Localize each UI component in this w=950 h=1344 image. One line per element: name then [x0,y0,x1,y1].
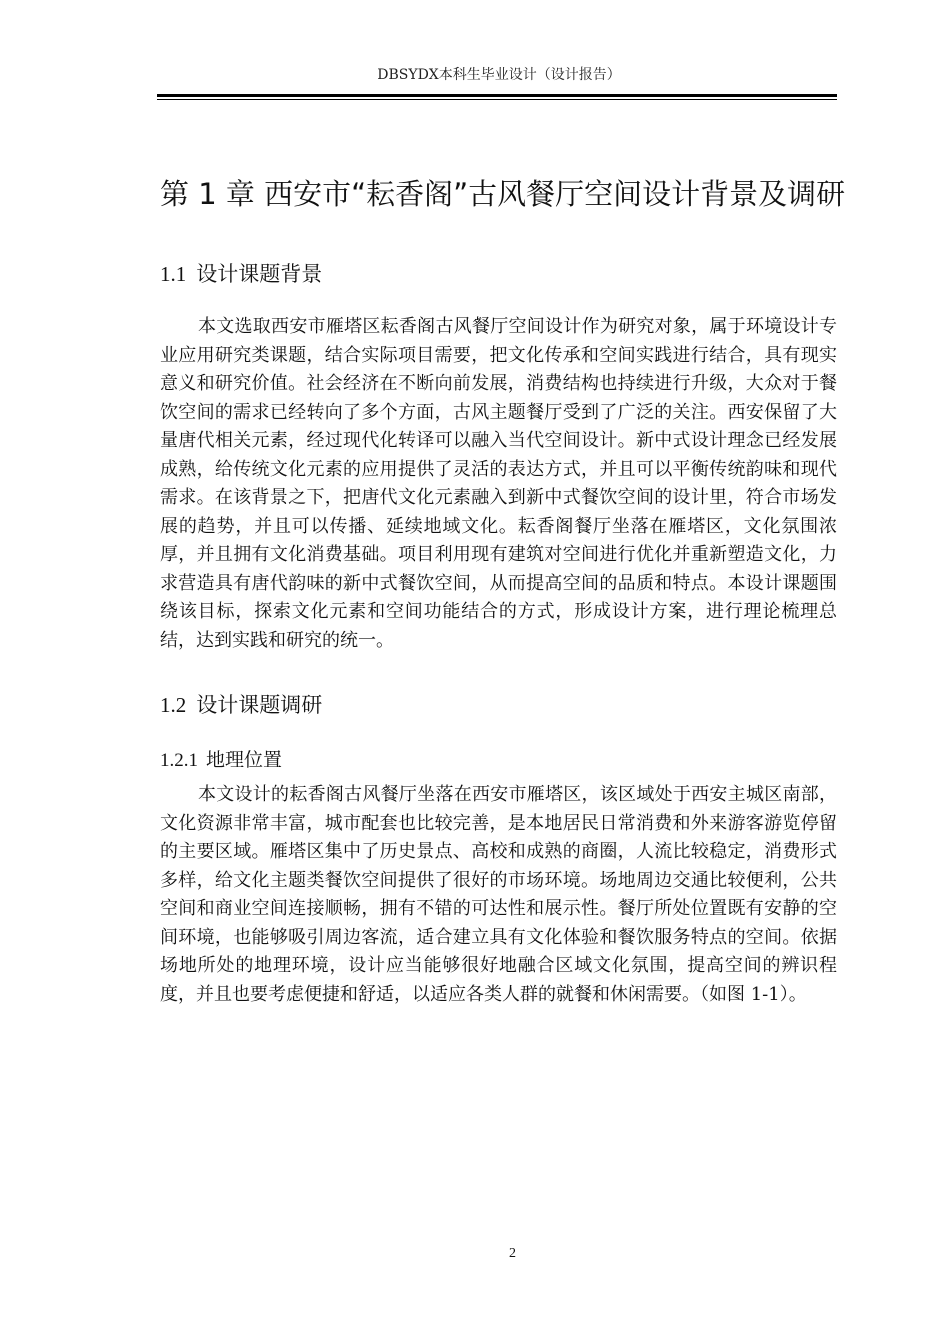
running-header: DBSYDX本科生毕业设计（设计报告） [377,67,621,83]
subsection-number: 1.2.1 [160,750,198,771]
section-title: 设计课题背景 [196,262,323,286]
subsection-title: 地理位置 [206,749,283,771]
section-heading-1-1 [160,259,322,289]
chapter-title: 第 1 章 西安市“耘香阁”古风餐厅空间设计背景及调研 [160,177,846,211]
body-paragraph-background: 本文选取西安市雁塔区耘香阁古风餐厅空间设计作为研究对象，属于环境设计专业应用研究类课题，结合实际项目需要，把文化传承和空间实践进行结合，具有现实意义和研究价值。社会经济在不断向前发展，消费结构也持续进行升级，大众对于餐饮空间的需求已经转向了多个方面，古风主题餐厅受到了广泛的关注。西安保留了大量唐代相关元素，经过现代化转译可以融入当代空间设计。新中式设计理念已经发展成熟，给传统文化元素的应用提供了灵活的表达方式，并且可以平衡传统韵味和现代需求。在该背景之下，把唐代文化元素融入到新中式餐饮空间的设计里，符合市场发展的趋势，并且可以传播、延续地域文化。耘香阁餐厅坐落在雁塔区，文化氛围浓厚，并且拥有文化消费基础。项目利用现有建筑对空间进行优化并重新塑造文化，力求营造具有唐代韵味的新中式餐饮空间，从而提高空间的品质和特点。本设计课题围绕该目标，探索文化元素和空间功能结合的方式，形成设计方案，进行理论梳理总结，达到实践和研究的统一。 [160,316,837,651]
subsection-heading-1-2-1 [160,746,282,775]
section-title: 设计课题调研 [196,693,323,717]
page-number: 2 [509,1246,516,1261]
section-number: 1.1 [160,262,187,286]
header-rule-thick [157,94,837,97]
header-rule-thin [157,99,837,100]
section-number: 1.2 [160,693,187,717]
section-heading-1-2 [160,690,322,720]
body-paragraph-location: 本文设计的耘香阁古风餐厅坐落在西安市雁塔区，该区域处于西安主城区南部，文化资源非常丰富，城市配套也比较完善，是本地居民日常消费和外来游客游览停留的主要区域。雁塔区集中了历史景点、高校和成熟的商圈，人流比较稳定，消费形式多样，给文化主题类餐饮空间提供了很好的市场环境。场地周边交通比较便利，公共空间和商业空间连接顺畅，拥有不错的可达性和展示性。餐厅所处位置既有安静的空间环境，也能够吸引周边客流，适合建立具有文化体验和餐饮服务特点的空间。依据场地所处的地理环境，设计应当能够很好地融合区域文化氛围，提高空间的辨识程度，并且也要考虑便捷和舒适，以适应各类人群的就餐和休闲需要。（如图 1-1）。 [160,784,837,1005]
